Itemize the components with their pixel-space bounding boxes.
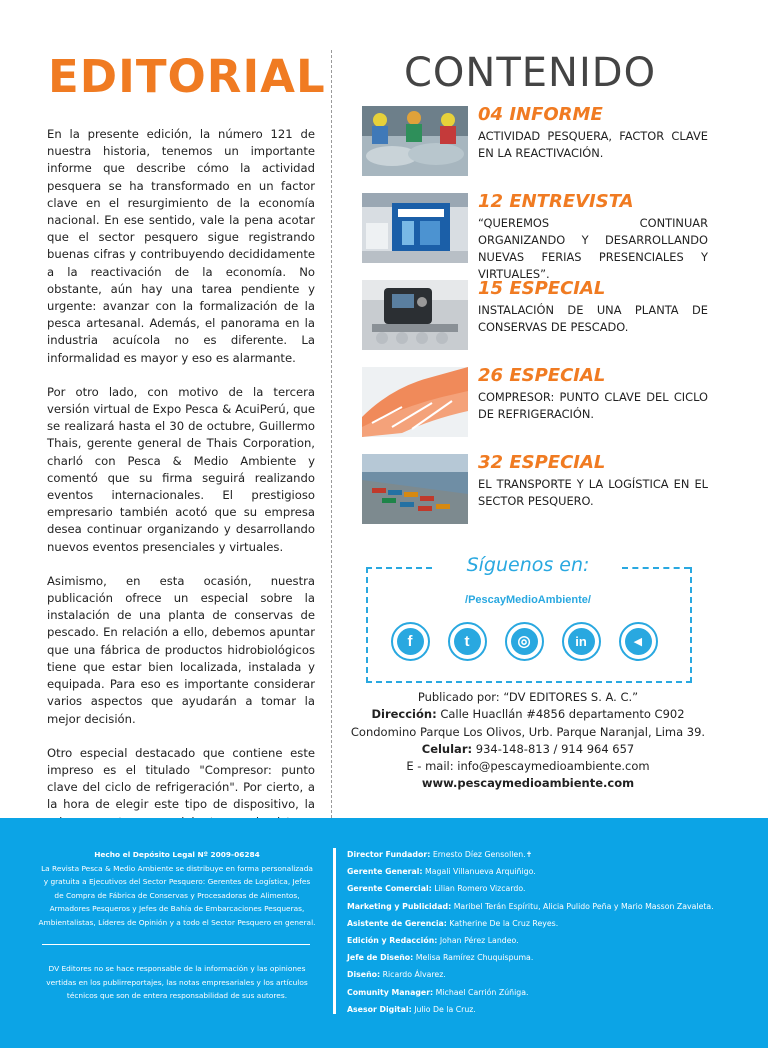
youtube-glyph: ◂ — [625, 628, 652, 655]
linkedin-icon[interactable] — [562, 622, 601, 661]
contents-item-desc: “QUEREMOS CONTINUAR ORGANIZANDO Y DESARROLLANDO NUEVAS FERIAS PRESENCIALES Y VIRTUALES”. — [478, 216, 708, 281]
editorial-paragraph: Otro especial destacado que contiene este impreso es el titulado "Compresor: punto clave del ciclo de refrigeración". Por cierto, a la hora de elegir este tipo de dispositivo, la — [47, 745, 315, 812]
container-port-image — [362, 454, 468, 524]
staff-row: Marketing y Publicidad: Maribel Terán Espíritu, Alicia Pulido Peña y Mario Masson Zavaleta. — [347, 901, 714, 911]
contents-item-desc: INSTALACIÓN DE UNA PLANTA DE CONSERVAS DE PESCADO. — [478, 303, 708, 334]
fish-workers-image — [362, 106, 468, 176]
editorial-body — [47, 126, 315, 865]
social-box-border — [366, 567, 432, 569]
canning-machine-image — [362, 280, 468, 350]
twitter-icon[interactable] — [448, 622, 487, 661]
facebook-icon[interactable] — [391, 622, 430, 661]
expo-booth-image — [362, 193, 468, 263]
contents-item[interactable] — [362, 367, 732, 439]
contents-item-title: 32 ESPECIAL — [478, 452, 606, 473]
staff-row: Jefe de Diseño: Melisa Ramírez Chuquispuma. — [347, 953, 534, 963]
staff-row: Diseño: Ricardo Álvarez. — [347, 970, 446, 980]
footer-vertical-divider — [333, 848, 336, 1014]
column-divider — [331, 50, 332, 818]
social-box-border — [622, 567, 690, 569]
website-link[interactable]: www.pescaymedioambiente.com — [421, 776, 635, 791]
editorial-paragraph: En la presente edición, la número 121 de nuestra historia, tenemos un importante informe que describe cómo la actividad pesquera se ha transformado en un factor clave en el resurgimiento de la economía nacional. En ese sentido, vale la pena acotar que el sector pesquero sigue registrando buenas cifras y contribuyendo decididamente a la reactivación de la economía. No obstante, aún hay una tarea pendiente y urgente: avanzar con la formalización de la pesca artesanal. Además, el panorama en la industria acuícola no es diferente. La informalidad es mayor y eso es alarmante. — [47, 127, 315, 365]
editorial-title: EDITORIAL — [48, 50, 326, 103]
footer-divider — [42, 944, 310, 945]
contents-item[interactable] — [362, 280, 732, 352]
contents-item-title: 12 ENTREVISTA — [478, 191, 634, 212]
instagram-glyph: ◎ — [511, 628, 538, 655]
contents-item[interactable] — [362, 454, 732, 526]
contents-item[interactable] — [362, 191, 732, 281]
staff-row: Edición y Redacción: Johan Pérez Landeo. — [347, 936, 519, 946]
editorial-paragraph: Por otro lado, con motivo de la tercera versión virtual de Expo Pesca & AcuiPerú, que se realizará hasta el 30 de octubre, Guillermo Thais, gerente general de Thais Corporation, charló con Pesca & Medio Ambiente y comentó que su firma seguirá realizando eventos internacionales. El prestigioso empresario también acotó que su empresa desea continuar organizando y desarrollando nuevos eventos presenciales y virtuales. — [47, 384, 315, 554]
staff-row: Gerente General: Magali Villanueva Arquiñigo. — [347, 867, 536, 877]
address-line2: Condomino Parque Los Olivos, Urb. Parque Naranjal, Lima 39. — [350, 724, 706, 739]
published-by: Publicado por: “DV EDITORES S. A. C.” — [417, 690, 639, 704]
address: Dirección: Calle Huacllán #4856 departamento C902 — [371, 707, 685, 722]
email-link[interactable]: info@pescaymedioambiente.com — [457, 759, 650, 774]
linkedin-glyph: in — [568, 628, 595, 655]
facebook-glyph: f — [397, 628, 424, 655]
distribution-note: La Revista Pesca & Medio Ambiente se distribuye en forma personalizada y gratuita a Ejecutivos del Sector Pesquero: Gerentes de Logística, Jefes de Compra de Fábrica de Conservas y Procesadoras de Alimentos, Armadores Pesqueros y Jefes de Bahía de Embarcaciones Pesqueras, Ambientalistas, Líderes de Opinión y a todo el Sector Pesquero en general. — [38, 863, 316, 927]
twitter-glyph: t — [454, 628, 481, 655]
social-title: Síguenos en: — [466, 554, 590, 576]
contents-item-title: 15 ESPECIAL — [478, 278, 606, 299]
staff-row: Gerente Comercial: Lilian Romero Vizcardo. — [347, 884, 526, 894]
footer — [0, 818, 768, 1048]
youtube-icon[interactable] — [619, 622, 658, 661]
staff-row: Asistente de Gerencia: Katherine De la Cruz Reyes. — [347, 918, 559, 928]
editorial-paragraph: Asimismo, en esta ocasión, nuestra publicación ofrece un especial sobre la instalación de una planta de conservas de pescado. En relación a ello, debemos apuntar que una fábrica de productos hidrobiológicos tiene que estar bien localizada, instalada y equipada. Para eso es importante considerar varios aspectos que ayudarán a tomar la mejor decisión. — [47, 573, 315, 726]
publisher-info — [346, 689, 710, 793]
footer-legal — [38, 848, 316, 929]
legal-deposit: Hecho el Depósito Legal Nº 2009-06284 — [94, 850, 260, 859]
contents-item-title: 04 INFORME — [478, 104, 603, 125]
contents-item[interactable] — [362, 106, 732, 178]
social-handle[interactable]: /PescayMedioAmbiente/ — [465, 594, 591, 606]
contents-item-desc: ACTIVIDAD PESQUERA, FACTOR CLAVE EN LA REACTIVACIÓN. — [478, 129, 708, 160]
instagram-icon[interactable] — [505, 622, 544, 661]
phone: Celular: 934-148-813 / 914 964 657 — [421, 741, 635, 756]
salmon-fillets-image — [362, 367, 468, 437]
email: E - mail: info@pescaymedioambiente.com — [406, 759, 650, 774]
staff-row: Asesor Digital: Julio De la Cruz. — [347, 1004, 476, 1014]
contenido-title: CONTENIDO — [404, 50, 657, 96]
staff-row: Director Fundador: Ernesto Díez Gensollen.✝ — [347, 850, 533, 859]
staff-list — [347, 846, 757, 1018]
contents-item-title: 26 ESPECIAL — [478, 365, 606, 386]
disclaimer: DV Editores no se hace responsable de la información y las opiniones vertidas en los publirreportajes, las notas empresariales y los artículos técnicos que son de entera responsabilidad de sus autores. — [46, 964, 308, 1000]
social-icons — [391, 622, 671, 666]
contents-item-desc: EL TRANSPORTE Y LA LOGÍSTICA EN EL SECTOR PESQUERO. — [478, 477, 708, 508]
contents-item-desc: COMPRESOR: PUNTO CLAVE DEL CICLO DE REFRIGERACIÓN. — [478, 390, 708, 421]
staff-row: Comunity Manager: Michael Carrión Zúñiga. — [347, 987, 529, 997]
